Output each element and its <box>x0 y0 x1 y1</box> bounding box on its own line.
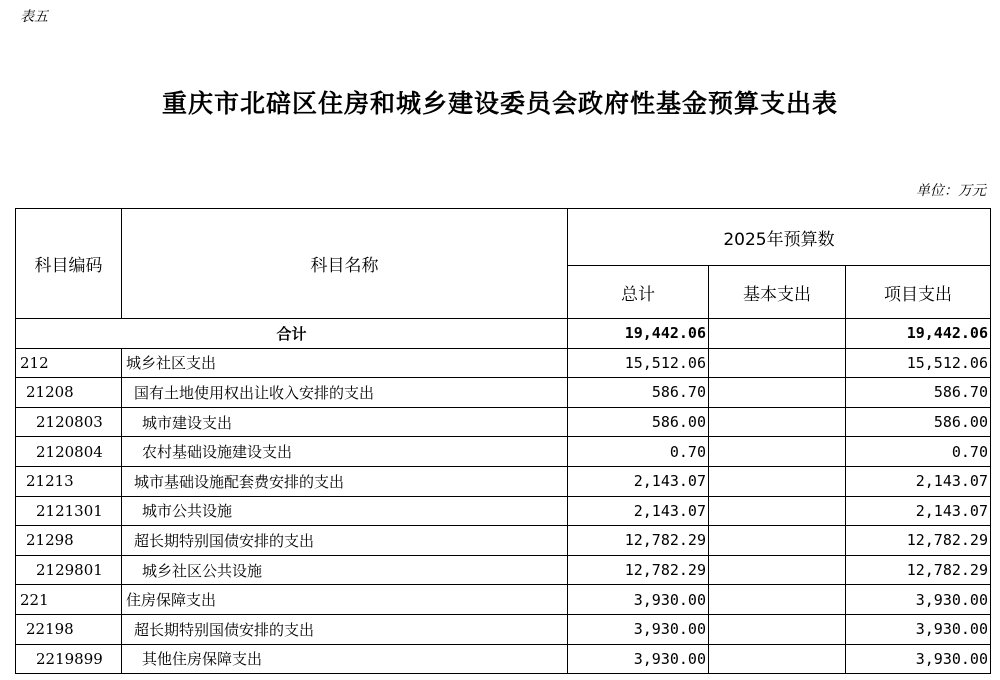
table-row <box>16 644 991 674</box>
summary-label: 合计 <box>16 319 568 349</box>
row-basic <box>709 437 846 467</box>
table-row <box>16 555 991 585</box>
row-name: 住房保障支出 <box>122 585 568 615</box>
header-name: 科目名称 <box>122 209 568 319</box>
table-row <box>16 585 991 615</box>
row-code: 2120803 <box>16 407 122 437</box>
row-name: 其他住房保障支出 <box>122 644 568 674</box>
budget-table <box>15 208 991 674</box>
row-project: 586.70 <box>846 378 991 408</box>
row-total: 586.70 <box>568 378 709 408</box>
row-project: 3,930.00 <box>846 614 991 644</box>
row-code: 2129801 <box>16 555 122 585</box>
row-total: 12,782.29 <box>568 555 709 585</box>
row-name: 国有土地使用权出让收入安排的支出 <box>122 378 568 408</box>
table-row <box>16 437 991 467</box>
table-row <box>16 348 991 378</box>
row-code: 21208 <box>16 378 122 408</box>
row-total: 15,512.06 <box>568 348 709 378</box>
header-budget-group: 2025年预算数 <box>568 209 991 266</box>
row-name: 农村基础设施建设支出 <box>122 437 568 467</box>
row-basic <box>709 466 846 496</box>
row-total: 2,143.07 <box>568 466 709 496</box>
row-basic <box>709 614 846 644</box>
row-project: 12,782.29 <box>846 555 991 585</box>
page-title: 重庆市北碚区住房和城乡建设委员会政府性基金预算支出表 <box>161 89 838 118</box>
header-project: 项目支出 <box>846 266 991 319</box>
row-basic <box>709 496 846 526</box>
row-name: 超长期特别国债安排的支出 <box>122 526 568 556</box>
row-project: 12,782.29 <box>846 526 991 556</box>
table-row <box>16 496 991 526</box>
row-project: 2,143.07 <box>846 466 991 496</box>
summary-row <box>16 319 991 349</box>
unit-label: 单位：万元 <box>916 183 986 199</box>
table-row <box>16 407 991 437</box>
row-name: 城市公共设施 <box>122 496 568 526</box>
row-total: 2,143.07 <box>568 496 709 526</box>
row-code: 2120804 <box>16 437 122 467</box>
row-total: 3,930.00 <box>568 614 709 644</box>
row-code: 221 <box>16 585 122 615</box>
row-code: 2121301 <box>16 496 122 526</box>
row-code: 212 <box>16 348 122 378</box>
row-basic <box>709 526 846 556</box>
row-basic <box>709 378 846 408</box>
summary-total: 19,442.06 <box>568 319 709 349</box>
row-project: 586.00 <box>846 407 991 437</box>
row-code: 22198 <box>16 614 122 644</box>
header-basic: 基本支出 <box>709 266 846 319</box>
row-code: 21298 <box>16 526 122 556</box>
table-number-label: 表五 <box>20 9 48 25</box>
row-basic <box>709 555 846 585</box>
row-project: 3,930.00 <box>846 644 991 674</box>
row-name: 城市建设支出 <box>122 407 568 437</box>
table-row <box>16 614 991 644</box>
summary-project: 19,442.06 <box>846 319 991 349</box>
row-basic <box>709 407 846 437</box>
row-project: 2,143.07 <box>846 496 991 526</box>
header-total: 总计 <box>568 266 709 319</box>
row-name: 超长期特别国债安排的支出 <box>122 614 568 644</box>
row-project: 15,512.06 <box>846 348 991 378</box>
header-code: 科目编码 <box>16 209 122 319</box>
row-project: 0.70 <box>846 437 991 467</box>
row-basic <box>709 585 846 615</box>
summary-basic <box>709 319 846 349</box>
row-project: 3,930.00 <box>846 585 991 615</box>
row-code: 21213 <box>16 466 122 496</box>
row-basic <box>709 348 846 378</box>
row-name: 城市基础设施配套费安排的支出 <box>122 466 568 496</box>
row-name: 城乡社区支出 <box>122 348 568 378</box>
row-total: 3,930.00 <box>568 585 709 615</box>
table-row <box>16 466 991 496</box>
row-name: 城乡社区公共设施 <box>122 555 568 585</box>
row-total: 0.70 <box>568 437 709 467</box>
row-total: 3,930.00 <box>568 644 709 674</box>
row-code: 2219899 <box>16 644 122 674</box>
table-row <box>16 378 991 408</box>
table-row <box>16 526 991 556</box>
row-total: 12,782.29 <box>568 526 709 556</box>
row-basic <box>709 644 846 674</box>
row-total: 586.00 <box>568 407 709 437</box>
